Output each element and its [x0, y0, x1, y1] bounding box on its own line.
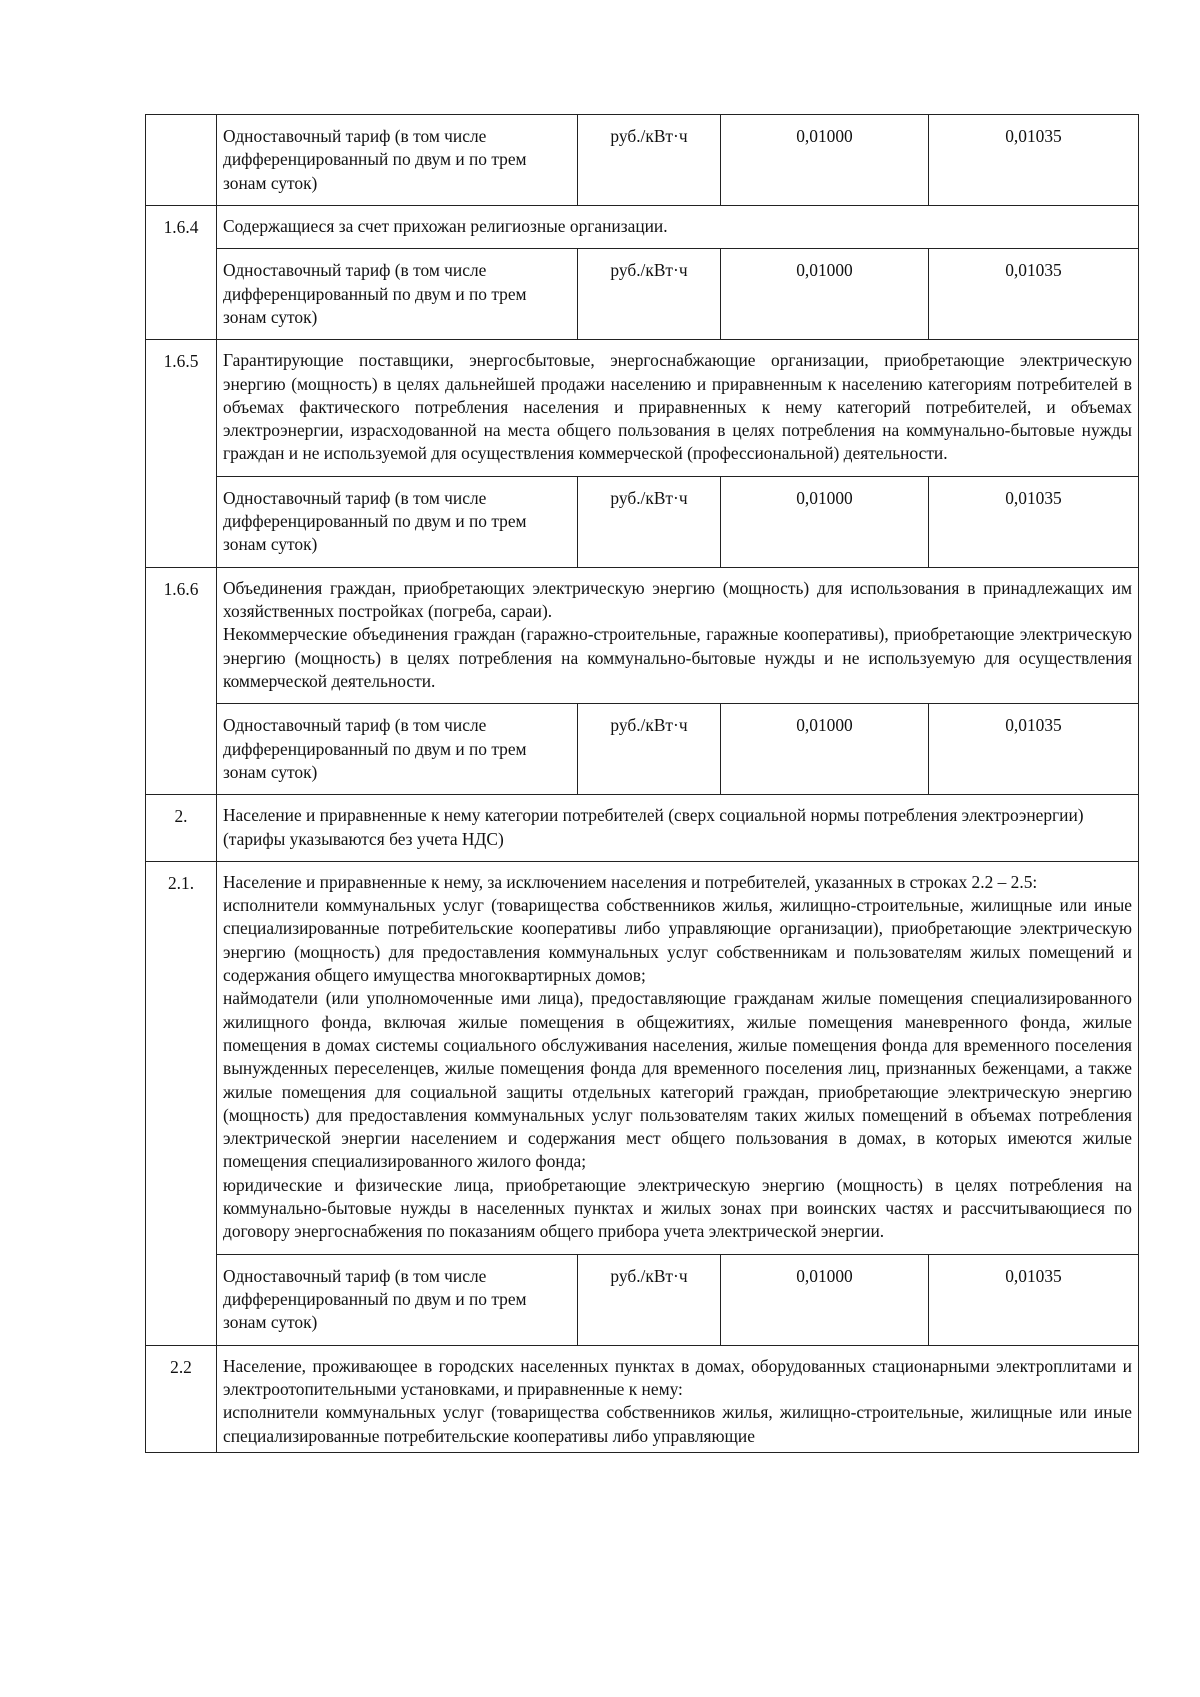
table-row	[146, 340, 1139, 476]
tariff-unit: руб./кВт·ч	[578, 704, 721, 795]
tariff-name: Одноставочный тариф (в том числе дифференцированный по двум и по трем зонам суток)	[223, 260, 527, 327]
tariff-unit: руб./кВт·ч	[578, 1254, 721, 1345]
tariff-value-2: 0,01035	[929, 1254, 1139, 1345]
tariff-value-1: 0,01000	[721, 1254, 929, 1345]
tariff-value-2: 0,01035	[929, 704, 1139, 795]
table-row	[146, 704, 1139, 795]
tariff-unit: руб./кВт·ч	[578, 115, 721, 206]
table-row	[146, 861, 1139, 1254]
tariff-value-1: 0,01000	[721, 115, 929, 206]
tariff-name-cell	[217, 249, 578, 340]
section-description: Гарантирующие поставщики, энергосбытовые, энергоснабжающие организации, приобретающие электрическую энергию (мощность) в целях дальнейшей продажи населению и приравненным к населению категориям потребителей в объемах фактического потребления населения и приравненных к нему категорий потребителей, и объемах электроэнергии, израсходованной на места общего пользования в целях потребления на коммунально-бытовые нужды граждан и не используемой для осуществления коммерческой (профессиональной) деятельности.	[217, 340, 1139, 476]
row-number: 1.6.6	[146, 567, 217, 794]
tariff-value-1: 0,01000	[721, 704, 929, 795]
table-row	[146, 1345, 1139, 1452]
tariff-table	[145, 114, 1139, 1453]
section-description: Объединения граждан, приобретающих электрическую энергию (мощность) для использования в принадлежащих им хозяйственных постройках (погреба, сараи). Некоммерческие объединения граждан (гаражно-строительные, гаражные кооперативы), приобретающие электрическую энергию (мощность) в целях потребления на коммунально-бытовые нужды и не используемую для осуществления коммерческой деятельности.	[217, 567, 1139, 703]
tariff-name: Одноставочный тариф (в том числе дифференцированный по двум и по трем зонам суток)	[223, 1265, 527, 1333]
table-row	[146, 249, 1139, 340]
section-description: Население и приравненные к нему категории потребителей (сверх социальной нормы потребления электроэнергии) (тарифы указываются без учета НДС)	[217, 795, 1139, 862]
table-row	[146, 115, 1139, 206]
row-number: 2.2	[146, 1345, 217, 1452]
tariff-value-2: 0,01035	[929, 476, 1139, 567]
tariff-unit: руб./кВт·ч	[578, 249, 721, 340]
section-description: Население, проживающее в городских населенных пунктах в домах, оборудованных стационарными электроплитами и электроотопительными установками, и приравненные к нему: исполнители коммунальных услуг (товарищества собственников жилья, жилищно-строительные, жилищные или иные специализированные потребительские кооперативы либо управляющие	[217, 1345, 1139, 1452]
tariff-name-cell	[217, 115, 578, 206]
table-row	[146, 795, 1139, 862]
table-row	[146, 476, 1139, 567]
row-number: 1.6.4	[146, 206, 217, 340]
tariff-value-1: 0,01000	[721, 476, 929, 567]
tariff-value-2: 0,01035	[929, 115, 1139, 206]
tariff-name-cell	[217, 704, 578, 795]
table-row	[146, 1254, 1139, 1345]
tariff-name: Одноставочный тариф (в том числе дифференцированный по двум и по трем зонам суток)	[223, 715, 527, 782]
row-number: 2.1.	[146, 861, 217, 1345]
tariff-unit: руб./кВт·ч	[578, 476, 721, 567]
tariff-value-1: 0,01000	[721, 249, 929, 340]
table-row	[146, 206, 1139, 249]
table-row	[146, 567, 1139, 703]
section-description: Содержащиеся за счет прихожан религиозные организации.	[217, 206, 1139, 249]
tariff-name-cell	[217, 476, 578, 567]
tariff-name-cell	[217, 1254, 578, 1345]
tariff-value-2: 0,01035	[929, 249, 1139, 340]
row-number: 1.6.5	[146, 340, 217, 567]
section-description: Население и приравненные к нему, за исключением населения и потребителей, указанных в строках 2.2 – 2.5: исполнители коммунальных услуг (товарищества собственников жилья, жилищно-строительные, жилищные или иные специализированные потребительские кооперативы либо управляющие организации), приобретающие электрическую энергию (мощность) для предоставления коммунальных услуг собственникам и пользователям жилых помещений и содержания общего имущества многоквартирных домов; наймодатели (или уполномоченные ими лица), предоставляющие гражданам жилые помещения специализированного жилищного фонда, включая жилые помещения в общежитиях, жилые помещения маневренного фонда, жилые помещения в домах системы социального обслуживания населения, жилые помещения фонда для временного поселения вынужденных переселенцев, жилые помещения фонда для временного поселения лиц, признанных беженцами, а также жилые помещения для социальной защиты отдельных категорий граждан, приобретающие электрическую энергию (мощность) для предоставления коммунальных услуг пользователям таких жилых помещений в объемах потребления электрической энергии населением и содержания мест общего пользования в домах, в которых имеются жилые помещения специализированного жилого фонда; юридические и физические лица, приобретающие электрическую энергию (мощность) в целях потребления на коммунально-бытовые нужды в населенных пунктах и жилых зонах при воинских частях и рассчитывающиеся по договору энергоснабжения по показаниям общего прибора учета электрической энергии.	[217, 861, 1139, 1254]
row-number: 2.	[146, 795, 217, 862]
tariff-name: Одноставочный тариф (в том числе дифференцированный по двум и по трем зонам суток)	[223, 487, 527, 555]
tariff-name: Одноставочный тариф (в том числе дифференцированный по двум и по трем зонам суток)	[223, 126, 527, 193]
row-number-cell	[146, 115, 217, 206]
